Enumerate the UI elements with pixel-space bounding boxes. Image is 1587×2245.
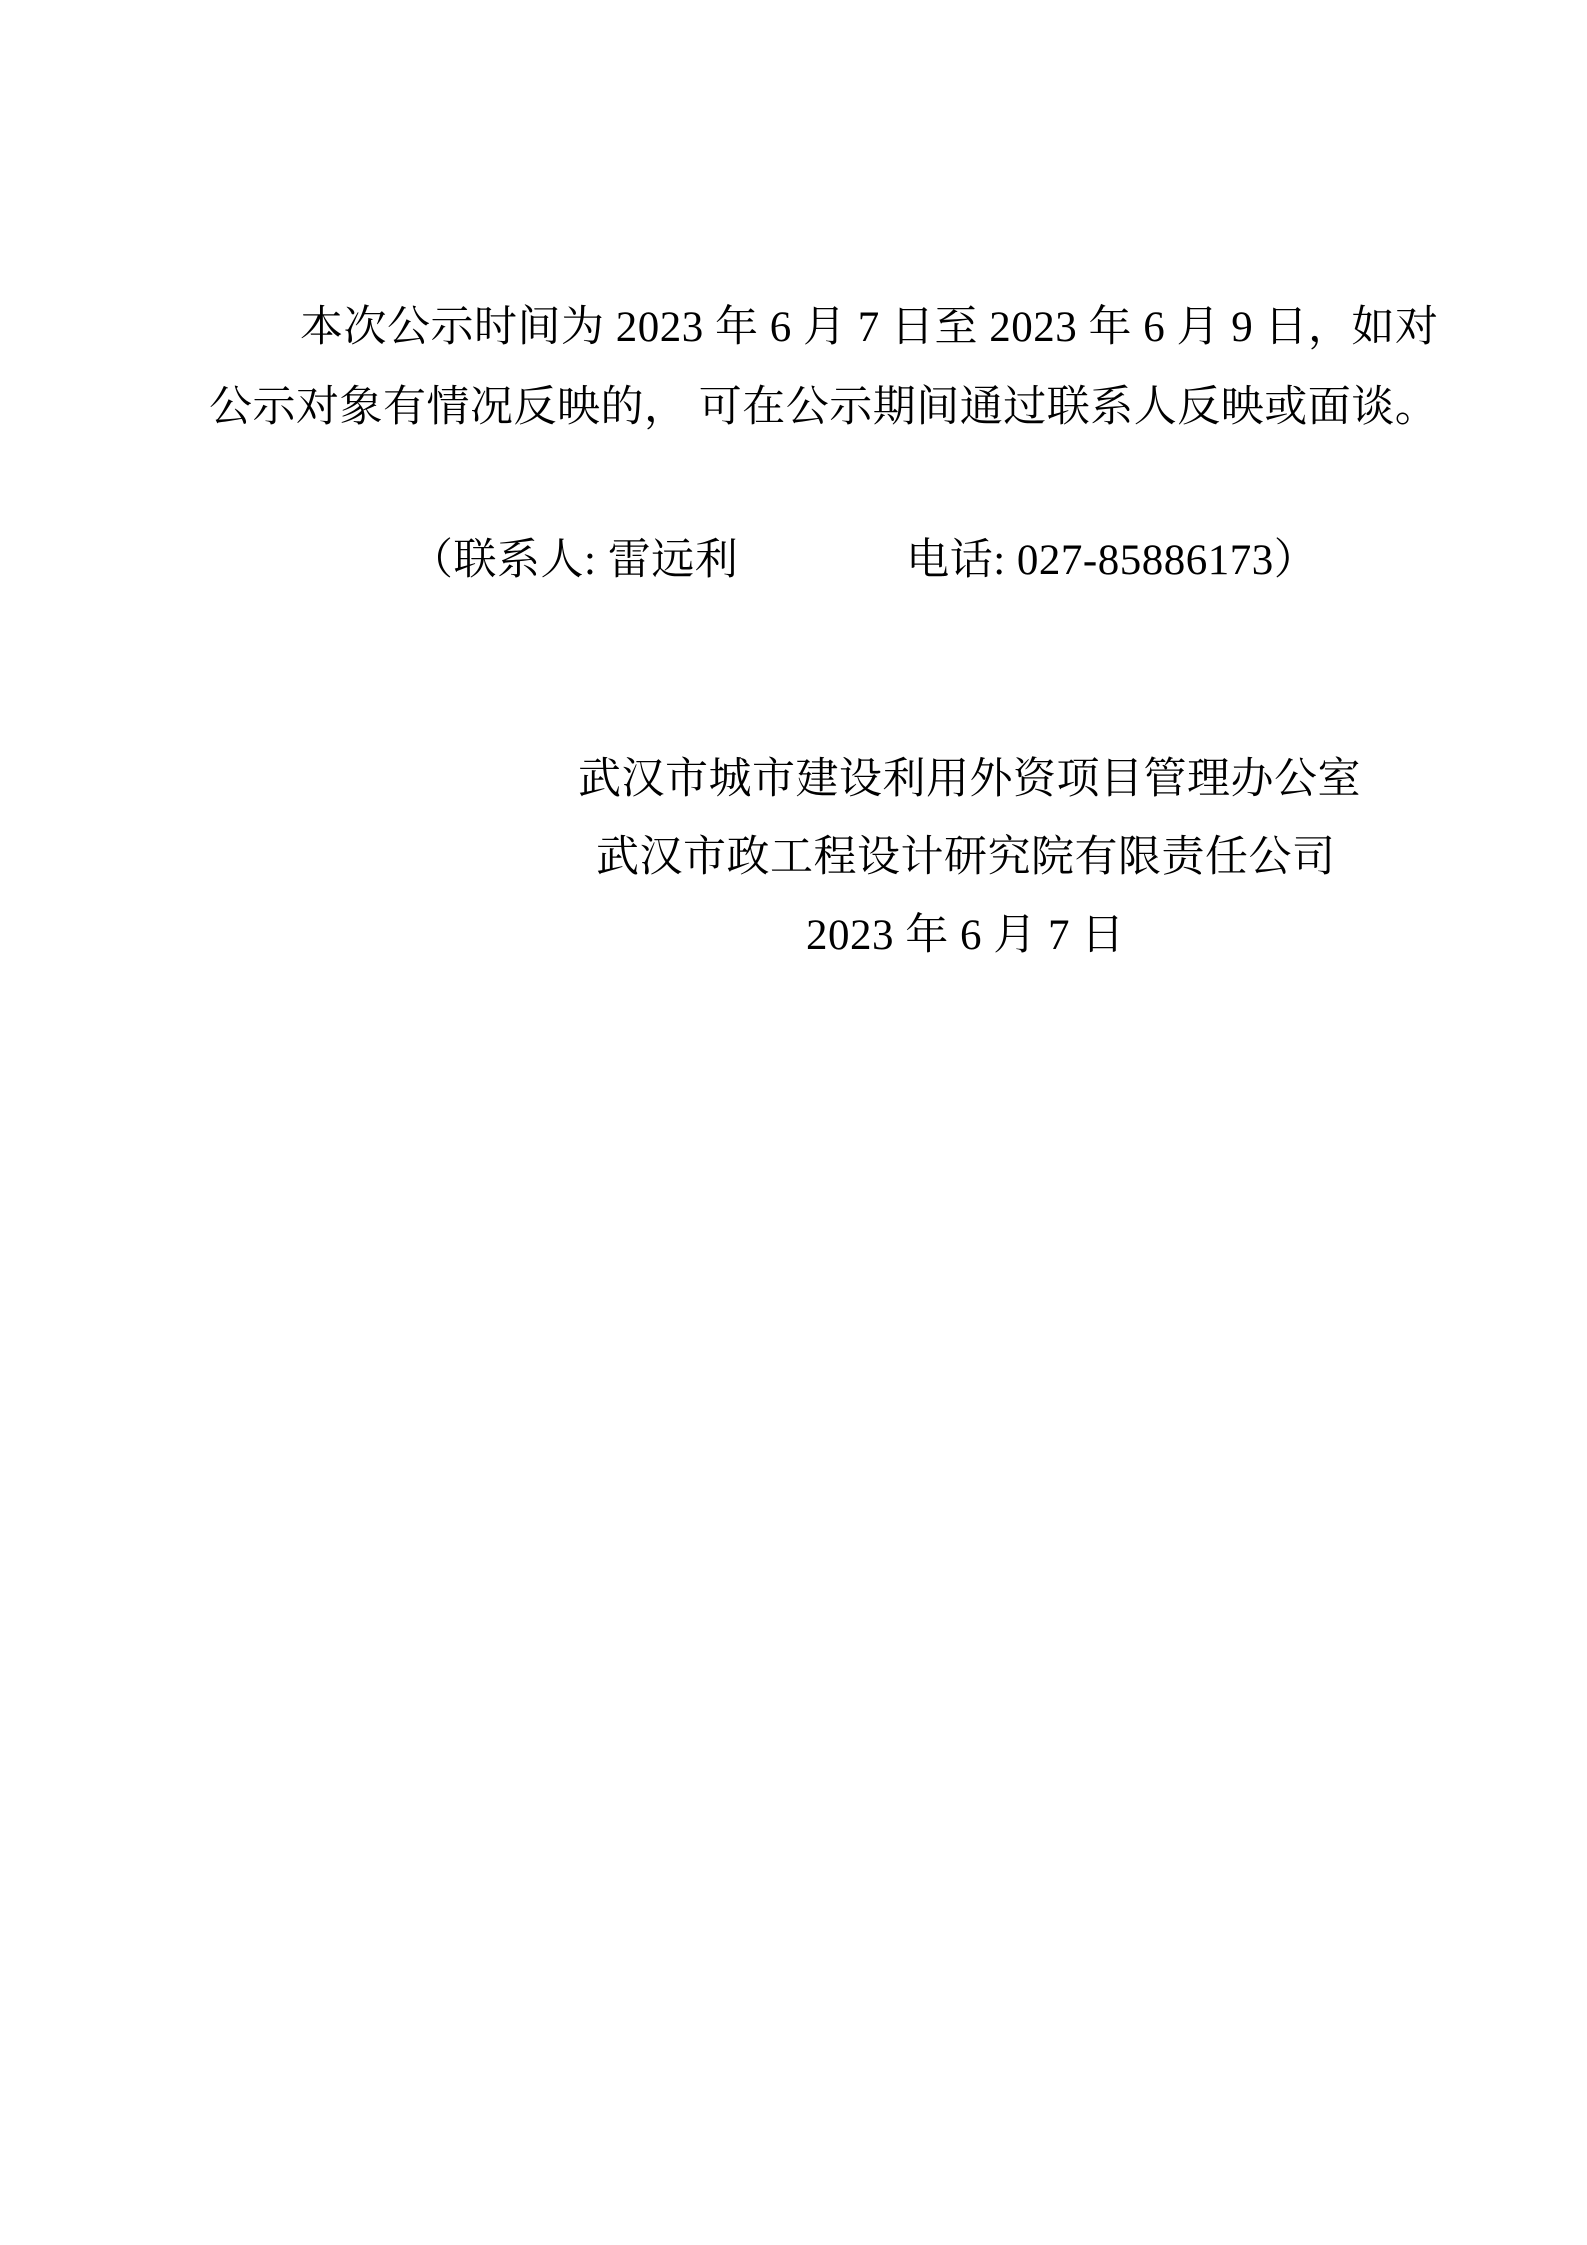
paragraph-line-2: 公示对象有情况反映的， 可在公示期间通过联系人反映或面谈。 (209, 384, 1439, 431)
signature-date: 2023 年 6 月 7 日 (806, 912, 1125, 959)
signature-org-2: 武汉市政工程设计研究院有限责任公司 (596, 834, 1336, 881)
contact-line (410, 536, 1317, 585)
contact-person: （联系人: 雷远利 (410, 537, 739, 584)
paragraph-line-1: 本次公示时间为 2023 年 6 月 7 日至 2023 年 6 月 9 日，如对 (300, 304, 1439, 351)
signature-org-1: 武汉市城市建设利用外资项目管理办公室 (578, 756, 1361, 803)
contact-phone: 电话: 027-85886173） (906, 537, 1318, 584)
